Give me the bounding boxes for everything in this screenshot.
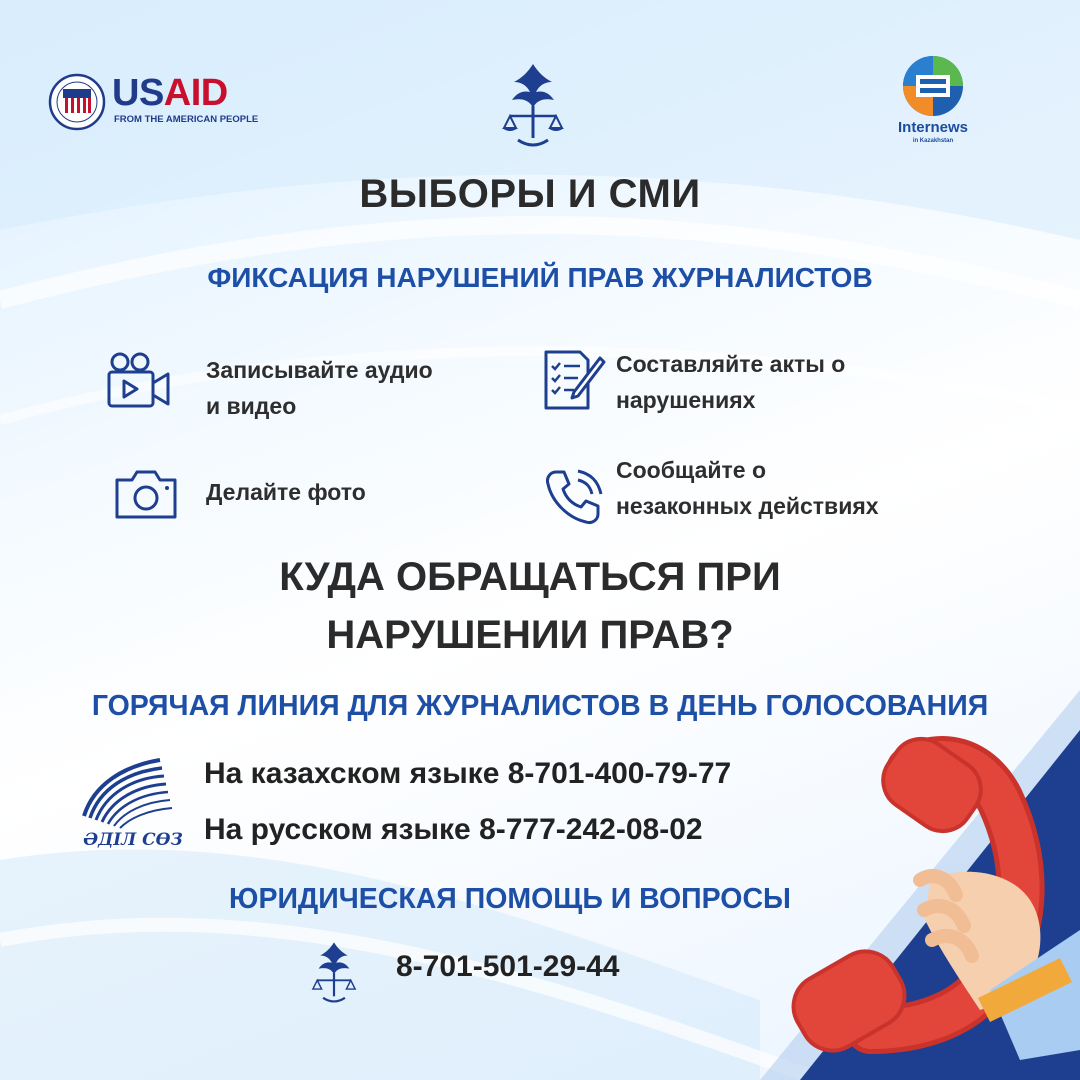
feature-report-line2: незаконных действиях [616,493,879,519]
internews-logo [880,55,990,155]
feature-acts-text [616,346,845,418]
phone-call-icon [542,466,604,528]
question-heading [0,548,1060,664]
legal-help-heading: ЮРИДИЧЕСКАЯ ПОМОЩЬ И ВОПРОСЫ [229,883,791,915]
usaid-tagline: FROM THE AMERICAN PEOPLE [114,114,259,125]
hotline-kazakh: На казахском языке 8-701-400-79-77 [204,757,732,790]
feature-report-line1: Сообщайте о [616,457,767,483]
feature-record-text [206,352,433,424]
usaid-wordmark: USAID [112,72,228,114]
internews-subtitle: in Kazakhstan [912,138,954,144]
page-title: ВЫБОРЫ И СМИ [359,172,701,216]
telephone-handset-illustration [760,730,1080,1080]
document-pen-icon [540,348,606,412]
legal-phone-number: 8-701-501-29-44 [396,950,620,983]
question-line2: НАРУШЕНИИ ПРАВ? [326,613,734,657]
hotline-russian: На русском языке 8-777-242-08-02 [204,813,703,846]
hotline-heading: ГОРЯЧАЯ ЛИНИЯ ДЛЯ ЖУРНАЛИСТОВ В ДЕНЬ ГОЛОСОВАНИЯ [91,690,989,722]
feature-acts-line2: нарушениях [616,387,756,413]
usaid-logo [48,70,259,140]
adil-soz-mark-icon [74,756,192,836]
internews-mark-icon [902,55,964,117]
video-camera-icon [104,350,174,412]
adil-soz-logo [74,756,192,856]
eagle-scales-emblem-icon [492,58,574,154]
usaid-seal-icon [48,73,106,131]
page-subtitle: ФИКСАЦИЯ НАРУШЕНИЙ ПРАВ ЖУРНАЛИСТОВ [207,262,873,293]
feature-acts-line1: Составляйте акты о [616,351,846,377]
feature-photo-text [206,474,366,510]
feature-photo-line1: Делайте фото [206,479,366,505]
small-emblem-icon [304,938,364,1008]
adil-soz-wordmark: ӘДІЛ СӨЗ [83,830,183,850]
internews-wordmark: Internews [897,119,969,136]
feature-record-line1: Записывайте аудио [206,357,433,383]
photo-camera-icon [114,468,178,520]
feature-report-text [616,452,879,524]
feature-record-line2: и видео [206,393,297,419]
question-line1: КУДА ОБРАЩАТЬСЯ ПРИ [279,555,781,599]
